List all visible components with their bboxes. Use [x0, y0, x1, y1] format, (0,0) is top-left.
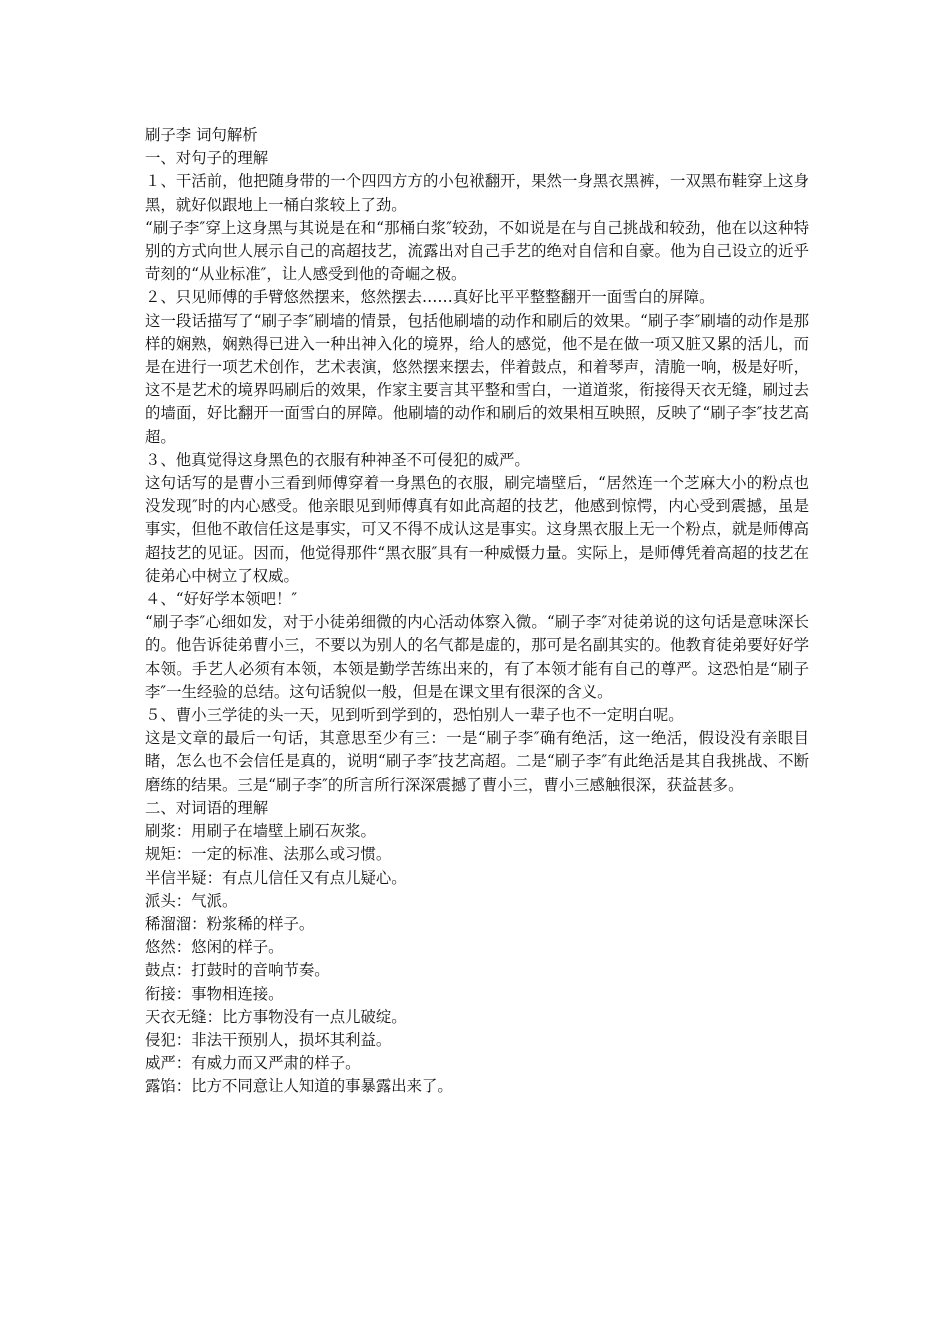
sentence-quote-1: １、干活前，他把随身带的一个四四方方的小包袱翻开，果然一身黑衣黑裤，一双黑布鞋穿上这身黑，就好似跟地上一桶白浆较上了劲。 — [145, 172, 809, 214]
section-heading-sentences: 一、对句子的理解 — [145, 149, 269, 168]
sentence-quote-3: ３、他真觉得这身黑色的衣服有种神圣不可侵犯的威严。 — [145, 450, 530, 469]
glossary-entry: 鼓点：打鼓时的音响节奏。 — [145, 961, 330, 980]
sentence-quote-4: ４、“好好学本领吧！″ — [145, 590, 298, 609]
sentence-explanation-2: 这一段话描写了“刷子李″刷墙的情景，包括他刷墙的动作和刷后的效果。“刷子李″刷墙的动作是那样的娴熟，娴熟得已进入一种出神入化的境界，给人的感觉，他不是在做一项又脏又累的活儿，而是在进行一项艺术创作，艺术表演，悠然摆来摆去，伴着鼓点，和着琴声，清脆一响，极是好听，这不是艺术的境界吗刷后的效果，作家主要言其平整和雪白，一道道浆，衔接得天衣无缝，刷过去的墙面，好比翻开一面雪白的屏障。他刷墙的动作和刷后的效果相互映照，反映了“刷子李″技艺高超。 — [145, 311, 809, 446]
sentence-quote-5: ５、曹小三学徒的头一天，见到听到学到的，恐怕别人一辈子也不一定明白呢。 — [145, 706, 684, 725]
glossary-entry: 衔接：事物相连接。 — [145, 984, 284, 1003]
sentence-explanation-4: “刷子李″心细如发，对于小徒弟细微的内心活动体察入微。“刷子李″对徒弟说的这句话是意味深长的。他告诉徒弟曹小三，不要以为别人的名气都是虚的，那可是名副其实的。他教育徒弟要好好学本领。手艺人必须有本领，本领是勤学苦练出来的，有了本领才能有自己的尊严。这恐怕是“刷子李″一生经验的总结。这句话貌似一般，但是在课文里有很深的含义。 — [145, 613, 809, 701]
glossary-entry: 派头：气派。 — [145, 891, 238, 910]
glossary-entry: 稀溜溜：粉浆稀的样子。 — [145, 914, 315, 933]
sentence-explanation-3: 这句话写的是曹小三看到师傅穿着一身黑色的衣服，刷完墙壁后，“居然连一个芝麻大小的粉点也没发现″时的内心感受。他亲眼见到师傅真有如此高超的技艺，他感到惊愕，内心受到震撼，虽是事实，但他不敢信任这是事实，可又不得不成认这是事实。这身黑衣服上无一个粉点，就是师傅高超技艺的见证。因而，他觉得那件“黑衣服″具有一种威慑力量。实际上，是师傅凭着高超的技艺在徒弟心中树立了权威。 — [145, 474, 809, 585]
glossary-entry: 刷浆：用刷子在墙壁上刷石灰浆。 — [145, 822, 376, 841]
glossary-entry: 侵犯：非法干预别人，损坏其利益。 — [145, 1030, 392, 1049]
glossary-entry: 半信半疑：有点儿信任又有点儿疑心。 — [145, 868, 407, 887]
section-heading-words: 二、对词语的理解 — [145, 798, 269, 817]
document-body — [145, 124, 809, 1099]
glossary-entry: 天衣无缝：比方事物没有一点儿破绽。 — [145, 1007, 407, 1026]
glossary-entry: 威严：有威力而又严肃的样子。 — [145, 1054, 361, 1073]
sentence-quote-2: ２、只见师傅的手臂悠然摆来，悠然摆去……真好比平平整整翻开一面雪白的屏障。 — [145, 288, 715, 307]
sentence-explanation-5: 这是文章的最后一句话，其意思至少有三：一是“刷子李″确有绝活，这一绝活，假设没有亲眼目睹，怎么也不会信任是真的，说明“刷子李″技艺高超。二是“刷子李″有此绝活是其自我挑战、不断磨练的结果。三是“刷子李″的所言所行深深震撼了曹小三，曹小三感触很深，获益甚多。 — [145, 729, 809, 794]
glossary-entry: 规矩：一定的标准、法那么或习惯。 — [145, 845, 392, 864]
document-title: 刷子李 词句解析 — [145, 126, 258, 144]
sentence-explanation-1: “刷子李″穿上这身黑与其说是在和“那桶白浆″较劲，不如说是在与自己挑战和较劲，他在以这种特别的方式向世人展示自己的高超技艺，流露出对自己手艺的绝对自信和自豪。他为自己设立的近乎苛刻的“从业标准″，让人感受到他的奇崛之极。 — [145, 218, 809, 284]
glossary-entry: 悠然：悠闲的样子。 — [145, 938, 284, 957]
glossary-entry: 露馅：比方不同意让人知道的事暴露出来了。 — [145, 1077, 453, 1096]
